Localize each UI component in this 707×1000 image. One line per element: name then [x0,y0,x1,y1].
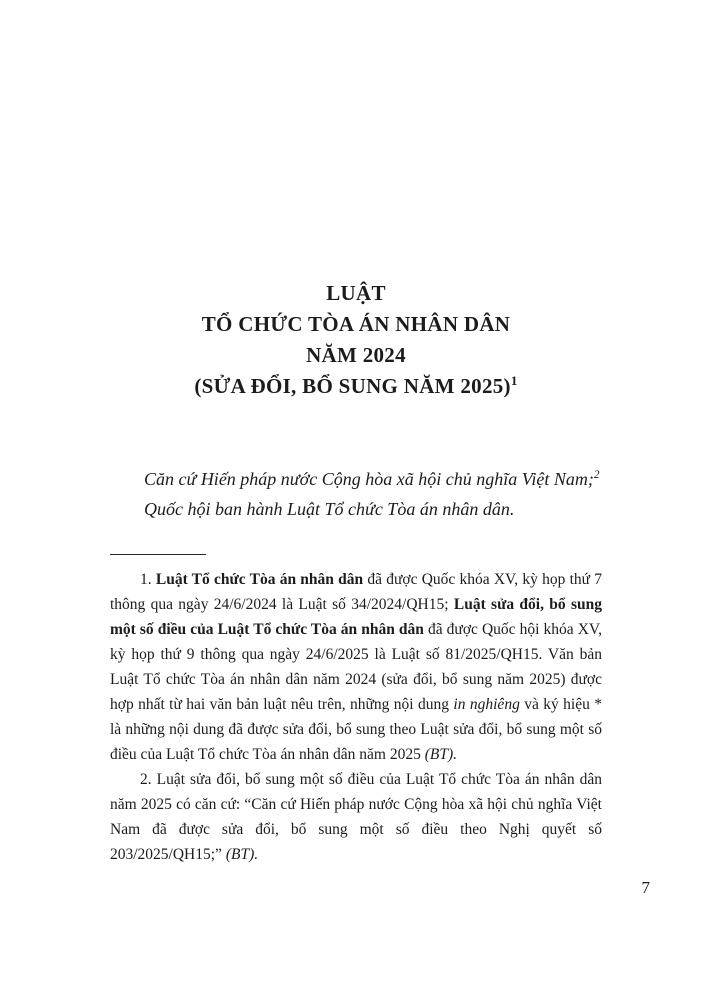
title-text: NĂM 2024 [306,343,406,367]
preamble [110,464,602,524]
footnote-2: 2. Luật sửa đổi, bổ sung một số điều của Luật Tổ chức Tòa án nhân dân năm 2025 có căn cứ: “Căn cứ Hiến pháp nước Cộng hòa xã hội chủ nghĩa Việt Nam đã được sửa đổi, bổ sung một số điều theo Nghị quyết số 203/2025/QH15;” (BT). [110,771,602,863]
document-title [110,278,602,402]
title-text: (SỬA ĐỔI, BỔ SUNG NĂM 2025) [194,374,511,398]
title-line-name [110,309,602,340]
footnote-1: 1. Luật Tổ chức Tòa án nhân dân đã được Quốc khóa XV, kỳ họp thứ 7 thông qua ngày 24/6/2024 là Luật số 34/2024/QH15; Luật sửa đổi, bổ sung một số điều của Luật Tổ chức Tòa án nhân dân đã được Quốc hội khóa XV, kỳ họp thứ 9 thông qua ngày 24/6/2025 là Luật số 81/2025/QH15. Văn bản Luật Tổ chức Tòa án nhân dân năm 2024 (sửa đổi, bổ sung năm 2025) được hợp nhất từ hai văn bản luật nêu trên, những nội dung in nghiêng và ký hiệu * là những nội dung đã được sửa đổi, bổ sung theo Luật sửa đổi, bổ sung một số điều của Luật Tổ chức Tòa án nhân dân năm 2025 (BT). [110,571,603,763]
footnote-ref-1: 1 [510,373,518,388]
footnotes-section [110,567,602,867]
preamble-paragraph-1 [110,464,602,494]
text-column [110,0,602,867]
preamble-text: Quốc hội ban hành Luật Tổ chức Tòa án nhân dân. [144,499,515,519]
title-text: TỔ CHỨC TÒA ÁN NHÂN DÂN [201,312,511,336]
footnote-separator-rule [110,554,206,555]
title-line-law [110,278,602,309]
preamble-paragraph-2 [110,494,602,524]
title-line-amendment [110,371,602,402]
preamble-text: Căn cứ Hiến pháp nước Cộng hòa xã hội chủ nghĩa Việt Nam; [144,469,594,489]
title-text: LUẬT [326,281,386,305]
page-number: 7 [641,878,650,897]
footnote-ref-2: 2 [593,469,600,481]
title-line-year [110,340,602,371]
